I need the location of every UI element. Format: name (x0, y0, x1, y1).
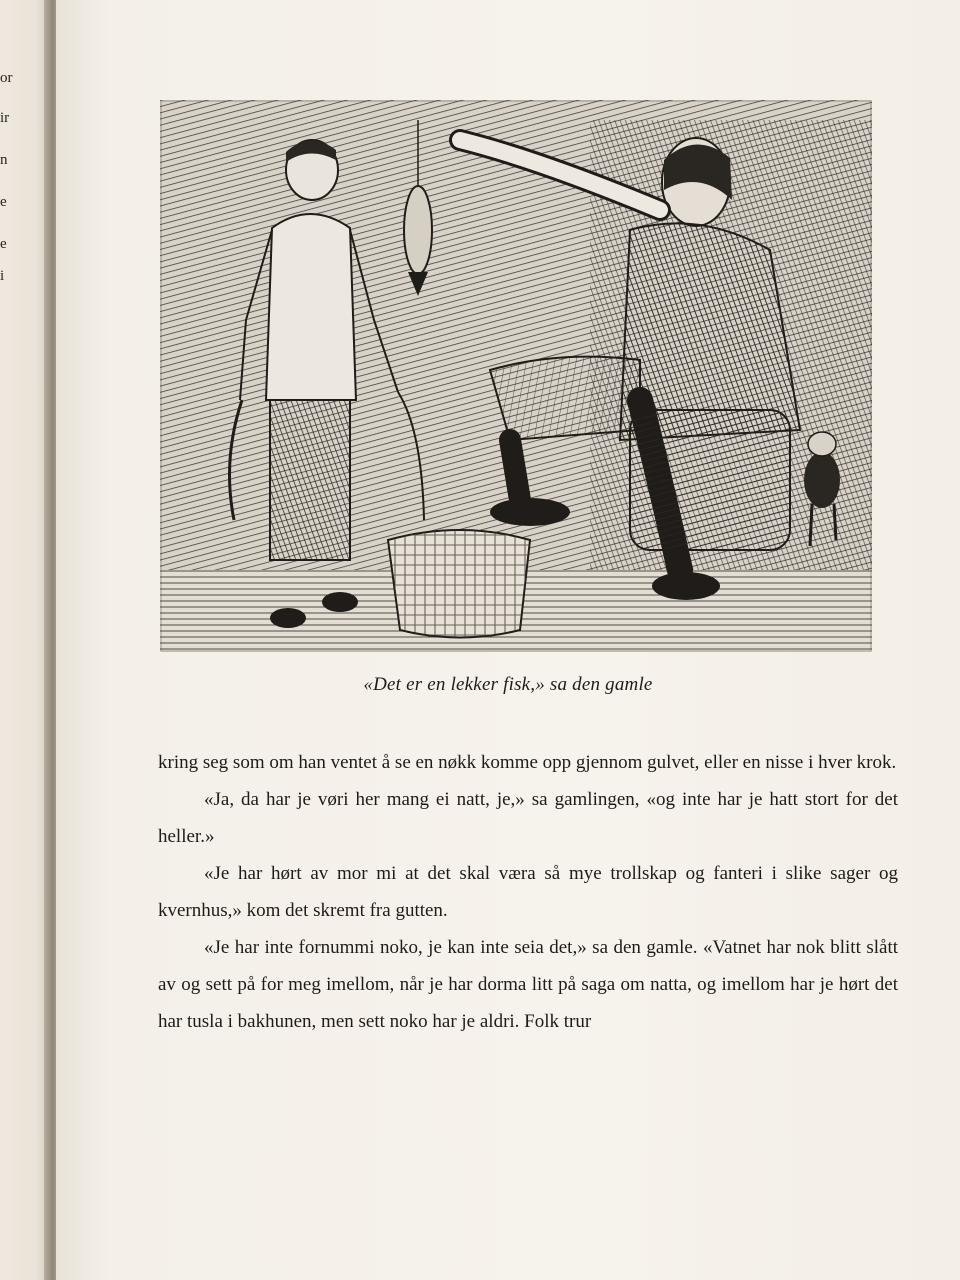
paragraph: «Je har inte fornummi noko, je kan inte seia det,» sa den gamle. «Vatnet har nok blitt slått av og sett på for meg imellom, når je har dorma litt på saga om natta, og imellom har je hørt det har tusla i bakhunen, men sett noko har je aldri. Folk trur (158, 937, 898, 1032)
left-page-text-fragment: n (0, 152, 8, 168)
left-page-text-fragment: or (0, 70, 13, 86)
paragraph: kring seg som om han ventet å se en nøkk komme opp gjennom gulvet, eller en nisse i hver krok. (158, 752, 897, 773)
pen-ink-illustration (160, 100, 872, 652)
paragraph: «Ja, da har je vøri her mang ei natt, je,» sa gamlingen, «og inte har je hatt stort for det heller.» (158, 789, 898, 847)
left-page-text-fragment: i (0, 268, 5, 284)
body-text (158, 744, 898, 1040)
fishing-basket (388, 530, 530, 638)
paragraph: «Je har hørt av mor mi at det skal væra så mye trollskap og fanteri i slike sager og kvernhus,» kom det skremt fra gutten. (158, 863, 898, 921)
left-page-text-fragment: e (0, 194, 7, 210)
illustration-caption: «Det er en lekker fisk,» sa den gamle (363, 674, 653, 695)
illustration-drawing (160, 100, 872, 652)
left-page-text-fragment: ir (0, 110, 10, 126)
running-header-bleedthrough (596, 68, 926, 82)
book-page (56, 0, 960, 1280)
left-page-text-fragment: e (0, 236, 7, 252)
